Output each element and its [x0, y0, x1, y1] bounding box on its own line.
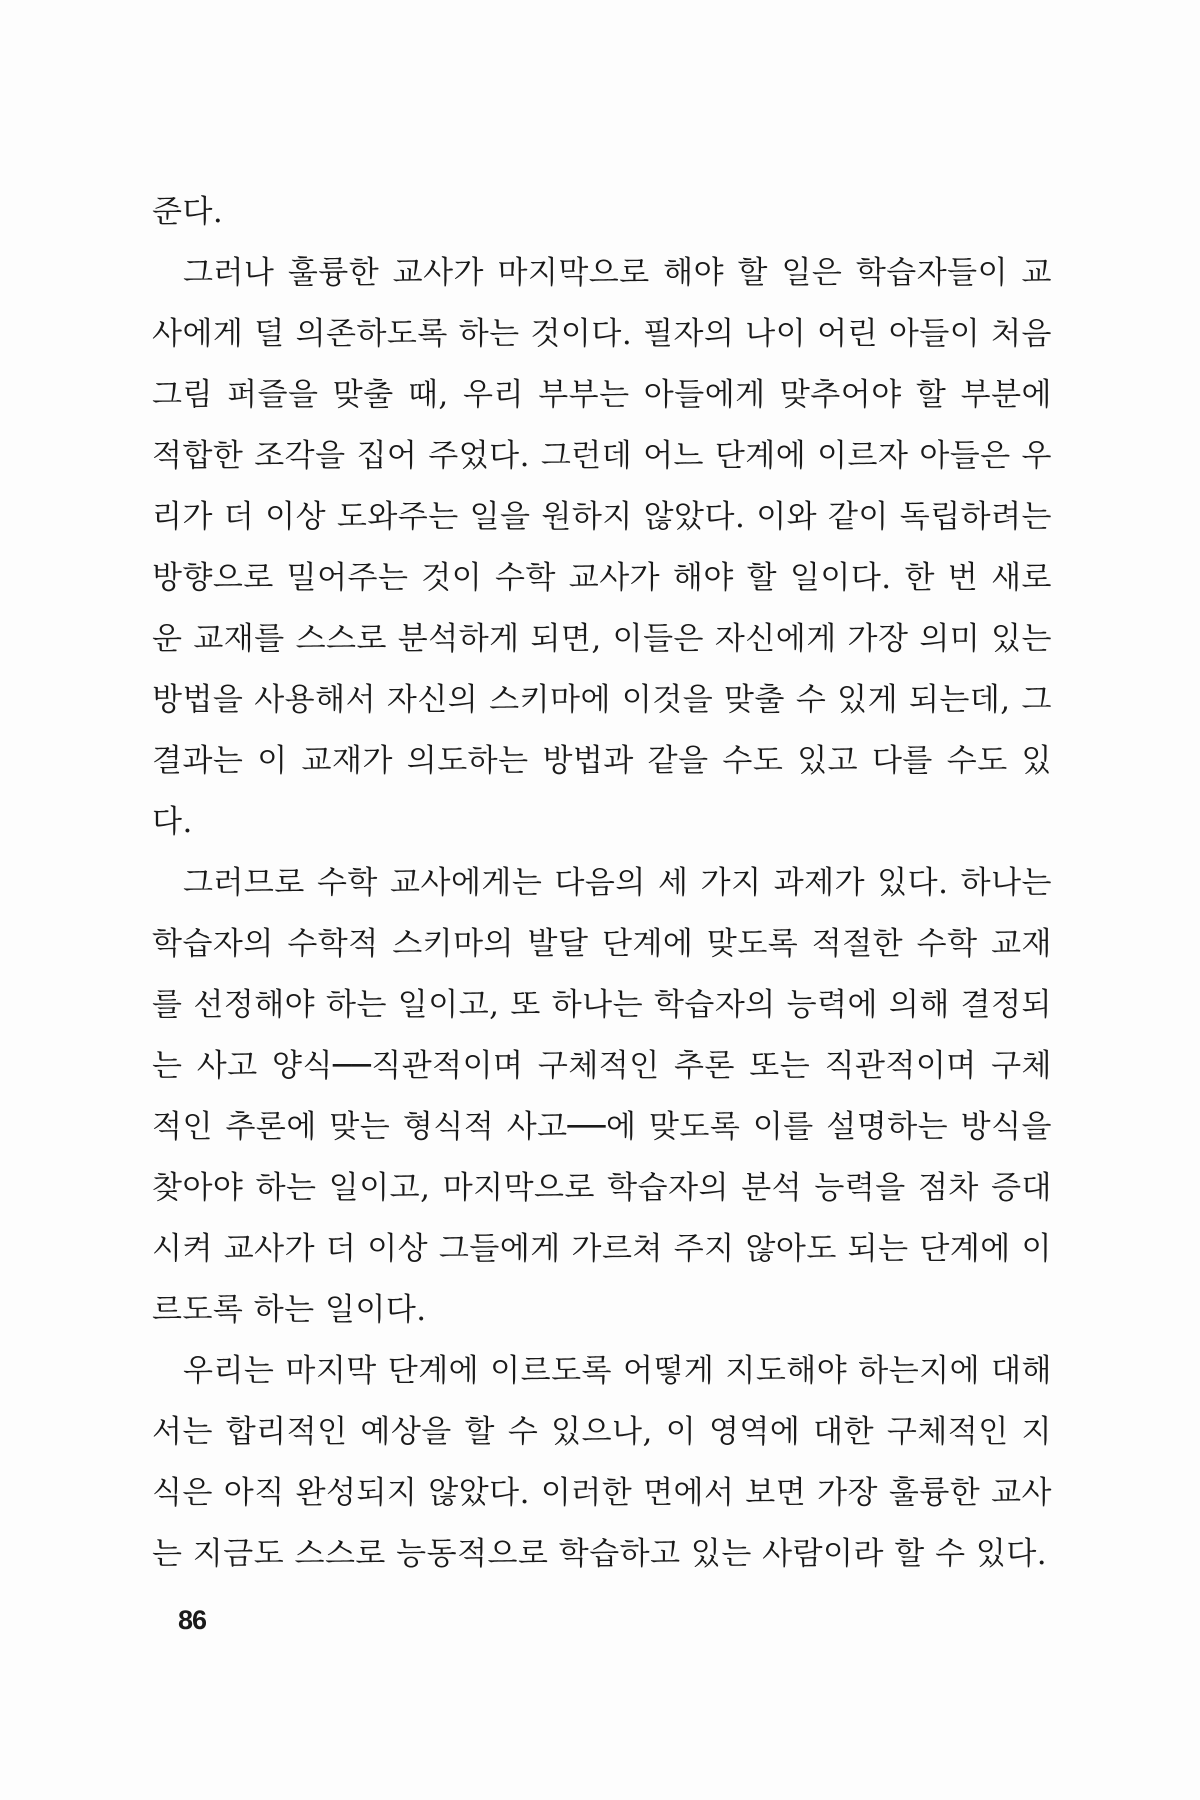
paragraph: 그러나 훌륭한 교사가 마지막으로 해야 할 일은 학습자들이 교사에게 덜 의존하도록 하는 것이다. 필자의 나이 어린 아들이 처음 그림 퍼즐을 맞출 때, 우리 부부는 아들에게 맞추어야 할 부분에 적합한 조각을 집어 주었다. 그런데 어느 단계에 이르자 아들은 우리가 더 이상 도와주는 일을 원하지 않았다. 이와 같이 독립하려는 방향으로 밀어주는 것이 수학 교사가 해야 할 일이다. 한 번 새로운 교재를 스스로 분석하게 되면, 이들은 자신에게 가장 의미 있는 방법을 사용해서 자신의 스키마에 이것을 맞출 수 있게 되는데, 그 결과는 이 교재가 의도하는 방법과 같을 수도 있고 다를 수도 있다. [152, 255, 1052, 840]
paragraph-continuation: 준다. [152, 194, 224, 230]
paragraph: 우리는 마지막 단계에 이르도록 어떻게 지도해야 하는지에 대해서는 합리적인 예상을 할 수 있으나, 이 영역에 대한 구체적인 지식은 아직 완성되지 않았다. 이러한 면에서 보면 가장 훌륭한 교사는 지금도 스스로 능동적으로 학습하고 있는 사람이라 할 수 있다. [152, 1353, 1052, 1572]
page-number: 86 [178, 1605, 207, 1635]
paragraph: 그러므로 수학 교사에게는 다음의 세 가지 과제가 있다. 하나는 학습자의 수학적 스키마의 발달 단계에 맞도록 적절한 수학 교재를 선정해야 하는 일이고, 또 하나는 학습자의 능력에 의해 결정되는 사고 양식──직관적이며 구체적인 추론 또는 직관적이며 구체적인 추론에 맞는 형식적 사고──에 맞도록 이를 설명하는 방식을 찾아야 하는 일이고, 마지막으로 학습자의 분석 능력을 점차 증대시켜 교사가 더 이상 그들에게 가르쳐 주지 않아도 되는 단계에 이르도록 하는 일이다. [152, 865, 1052, 1328]
body-text [152, 182, 1052, 1585]
